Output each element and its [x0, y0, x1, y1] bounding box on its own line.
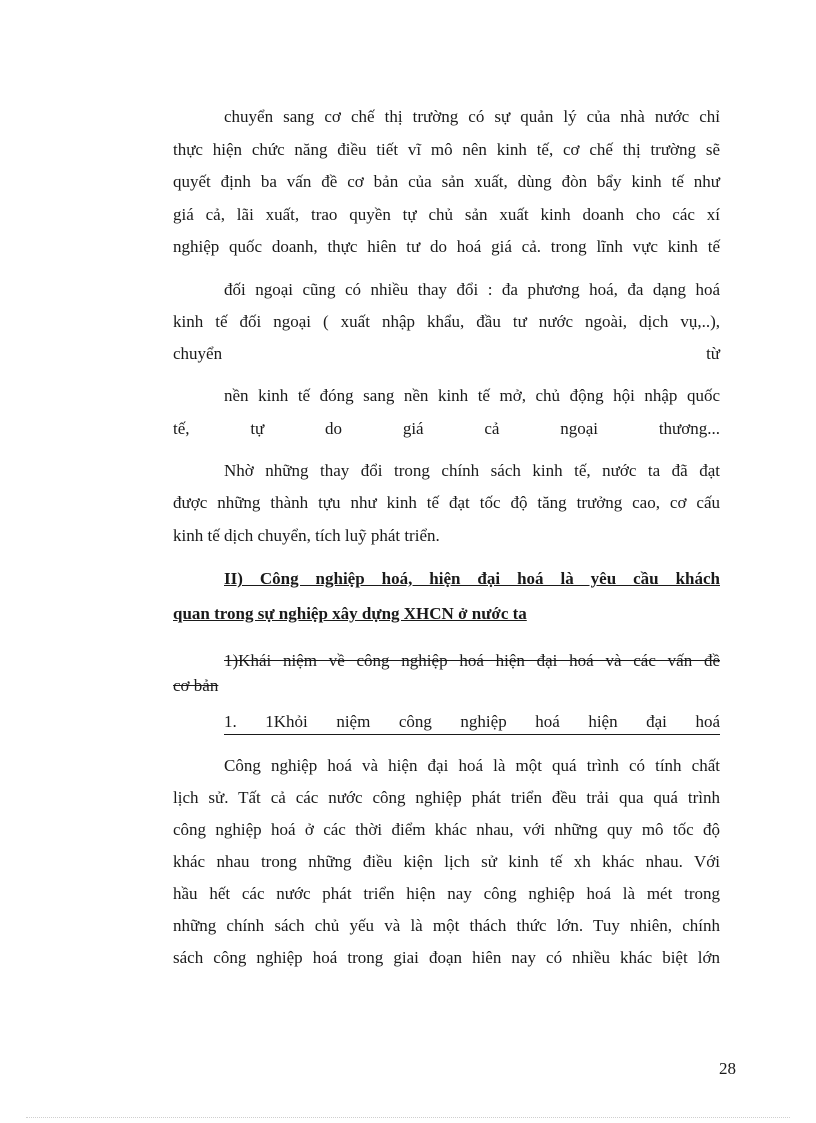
- word: thương...: [658, 419, 720, 438]
- subheading: cơ bản: [173, 676, 219, 695]
- page-number: 28: [719, 1059, 736, 1078]
- word: giá: [402, 419, 424, 438]
- word: hoá: [535, 712, 560, 731]
- word: do: [325, 419, 343, 438]
- paragraph5-line: Công nghiệp hoá và hiện đại hoá là một quá trình có tính chất: [224, 756, 720, 775]
- word: tế,: [173, 419, 190, 438]
- paragraph5-line: công nghiệp hoá ở các thời điểm khác nhau, với những quy mô tốc độ: [173, 820, 720, 839]
- section-heading: quan trong sự nghiệp xây dựng XHCN ở nước ta: [173, 604, 527, 623]
- paragraph1-line: chuyển sang cơ chế thị trường có sự quản lý của nhà nước chỉ: [224, 107, 720, 126]
- word: ngoại: [560, 419, 599, 438]
- section-heading: II) Công nghiệp hoá, hiện đại hoá là yêu cầu khách: [224, 569, 720, 588]
- word: hiện: [588, 712, 618, 731]
- paragraph1-line: nghiệp quốc doanh, thực hiên tư do hoá giá cả. trong lĩnh vực kinh tế: [173, 237, 720, 256]
- paragraph5-line: hầu hết các nước phát triển hiện nay công nghiệp hoá là mét trong: [173, 884, 720, 903]
- paragraph4-line: được những thành tựu như kinh tế đạt tốc độ tăng trưởng cao, cơ cấu: [173, 493, 720, 512]
- word: nghiệp: [460, 712, 507, 731]
- word: chuyển: [173, 344, 223, 363]
- subsubheading: [224, 711, 720, 735]
- paragraph4-line: Nhờ những thay đổi trong chính sách kinh tế, nước ta đã đạt: [224, 461, 720, 480]
- paragraph5-line: những chính sách chủ yếu và là một thách thức lớn. Tuy nhiên, chính: [173, 916, 720, 935]
- paragraph4-line: kinh tế dịch chuyển, tích luỹ phát triển.: [173, 526, 440, 545]
- word: từ: [706, 344, 720, 363]
- paragraph5-line: sách công nghiệp hoá trong giai đoạn hiên nay có nhiều khác biệt lớn: [173, 948, 720, 967]
- subheading: 1)Khái niệm về công nghiệp hoá hiện đại hoá và các vấn đề: [224, 651, 720, 670]
- paragraph2-line: đối ngoại cũng có nhiều thay đổi : đa phương hoá, đa dạng hoá: [224, 280, 720, 299]
- word: 1.: [224, 712, 237, 731]
- word: 1Khỏi: [265, 712, 308, 731]
- word: tự: [250, 419, 265, 438]
- paragraph5-line: lịch sử. Tất cả các nước công nghiệp phát triển đều trải qua quá trình: [173, 788, 720, 807]
- paragraph1-line: quyết định ba vấn đề cơ bản của sản xuất, dùng đòn bẩy kinh tế như: [173, 172, 720, 191]
- word: công: [398, 712, 432, 731]
- paragraph2-line: kinh tế đối ngoại ( xuất nhập khẩu, đầu tư nước ngoài, dịch vụ,..),: [173, 312, 720, 331]
- word: cả: [484, 419, 500, 438]
- paragraph1-line: thực hiện chức năng điều tiết vĩ mô nên kinh tế, cơ chế thị trường sẽ: [173, 140, 720, 159]
- word: niệm: [336, 712, 371, 731]
- paragraph3-line: nền kinh tế đóng sang nền kinh tế mở, chủ động hội nhập quốc: [224, 386, 720, 405]
- paragraph1-line: giá cả, lãi xuất, trao quyền tự chủ sản xuất kinh doanh cho các xí: [173, 205, 720, 224]
- word: đại: [646, 712, 667, 731]
- footer-divider: [26, 1117, 790, 1118]
- paragraph2-spread-line: [173, 343, 720, 365]
- word: hoá: [695, 712, 720, 731]
- paragraph5-line: khác nhau trong những điều kiện lịch sử kinh tế xh khác nhau. Với: [173, 852, 720, 871]
- paragraph3-spread-line: [173, 418, 720, 440]
